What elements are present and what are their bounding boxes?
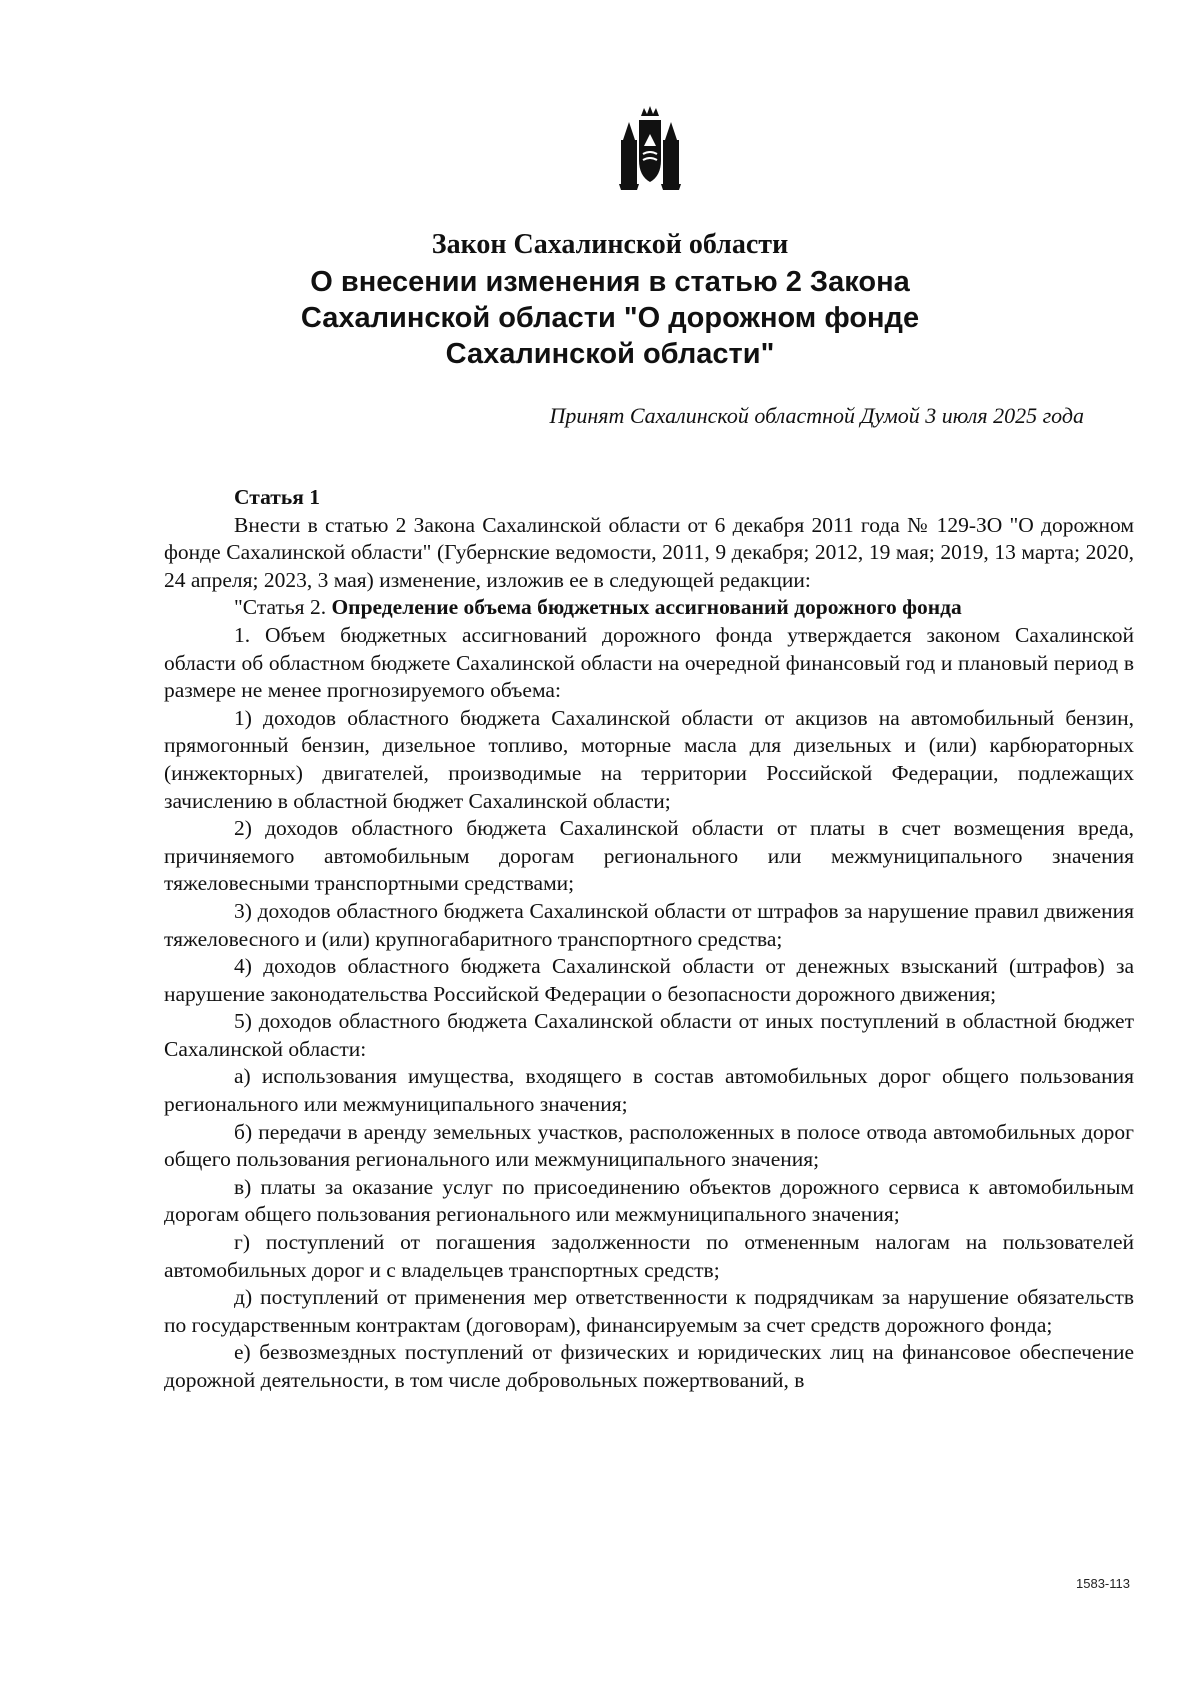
list-item-2: 2) доходов областного бюджета Сахалинской области от платы в счет возмещения вреда, причиняемого автомобильным дорогам регионального или межмуниципального значения тяжеловесными транспортными средствами; [164, 816, 1134, 896]
sub-item-e: е) безвозмездных поступлений от физических и юридических лиц на финансовое обеспечение дорожной деятельности, в том числе добровольных пожертвований, в [164, 1340, 1134, 1392]
sub-item-a: а) использования имущества, входящего в состав автомобильных дорог общего пользования регионального или межмуниципального значения; [164, 1064, 1134, 1117]
paragraph-1: 1. Объем бюджетных ассигнований дорожного фонда утверждается законом Сахалинской области об областном бюджете Сахалинской области на очередной финансовый год и плановый период в размере не менее прогнозируемого объема: [164, 622, 1134, 703]
coat-of-arms-icon [615, 106, 685, 198]
sub-item-b: б) передачи в аренду земельных участков, расположенных в полосе отвода автомобильных дорог общего пользования регионального или межмуниципального значения; [164, 1119, 1134, 1172]
quoted-article-title: Определение объема бюджетных ассигнований дорожного фонда [331, 595, 962, 620]
sub-item-v: в) платы за оказание услуг по присоединению объектов дорожного сервиса к автомобильным дорогам общего пользования регионального или межмуниципального значения; [164, 1174, 1134, 1227]
list-item-1: 1) доходов областного бюджета Сахалинской области от акцизов на автомобильный бензин, прямогонный бензин, дизельное топливо, моторные масла для дизельных и (или) карбюраторных (инжекторных) двигателей, производимые на территории Российской Федерации, подлежащих зачислению в областной бюджет Сахалинской области; [164, 705, 1134, 813]
sub-item-d: д) поступлений от применения мер ответственности к подрядчикам за нарушение обязательств по государственным контрактам (договорам), финансируемым за счет средств дорожного фонда; [164, 1285, 1134, 1337]
title-line-1: Закон Сахалинской области [431, 229, 789, 260]
quoted-article-prefix: "Статья 2. [234, 595, 332, 620]
list-item-4: 4) доходов областного бюджета Сахалинской области от денежных взысканий (штрафов) за нарушение законодательства Российской Федерации о безопасности дорожного движения; [164, 954, 1134, 1006]
law-title [0, 226, 1200, 372]
title-line-4: Сахалинской области" [445, 338, 775, 370]
article-intro: Внести в статью 2 Закона Сахалинской области от 6 декабря 2011 года № 129-ЗО "О дорожном фонде Сахалинской области" (Губернские ведомости, 2011, 9 декабря; 2012, 19 мая; 2019, 13 марта; 2020, 24 апреля; 2023, 3 мая) изменение, изложив ее в следующей редакции: [164, 512, 1134, 592]
list-item-3: 3) доходов областного бюджета Сахалинской области от штрафов за нарушение правил движения тяжеловесного и (или) крупногабаритного транспортного средства; [164, 898, 1134, 951]
list-item-5: 5) доходов областного бюджета Сахалинской области от иных поступлений в областной бюджет Сахалинской области: [164, 1009, 1134, 1061]
document-code: 1583-113 [1076, 1576, 1130, 1591]
adoption-note: Принят Сахалинской областной Думой 3 июля 2025 года [549, 403, 1084, 428]
title-line-2: О внесении изменения в статью 2 Закона [310, 266, 910, 298]
document-body [164, 484, 1134, 1395]
article-heading: Статья 1 [234, 485, 320, 509]
title-line-3: Сахалинской области "О дорожном фонде [300, 302, 920, 334]
sub-item-g: г) поступлений от погашения задолженности по отмененным налогам на пользователей автомобильных дорог и с владельцев транспортных средств; [164, 1230, 1134, 1282]
quoted-article-heading [164, 594, 1134, 622]
